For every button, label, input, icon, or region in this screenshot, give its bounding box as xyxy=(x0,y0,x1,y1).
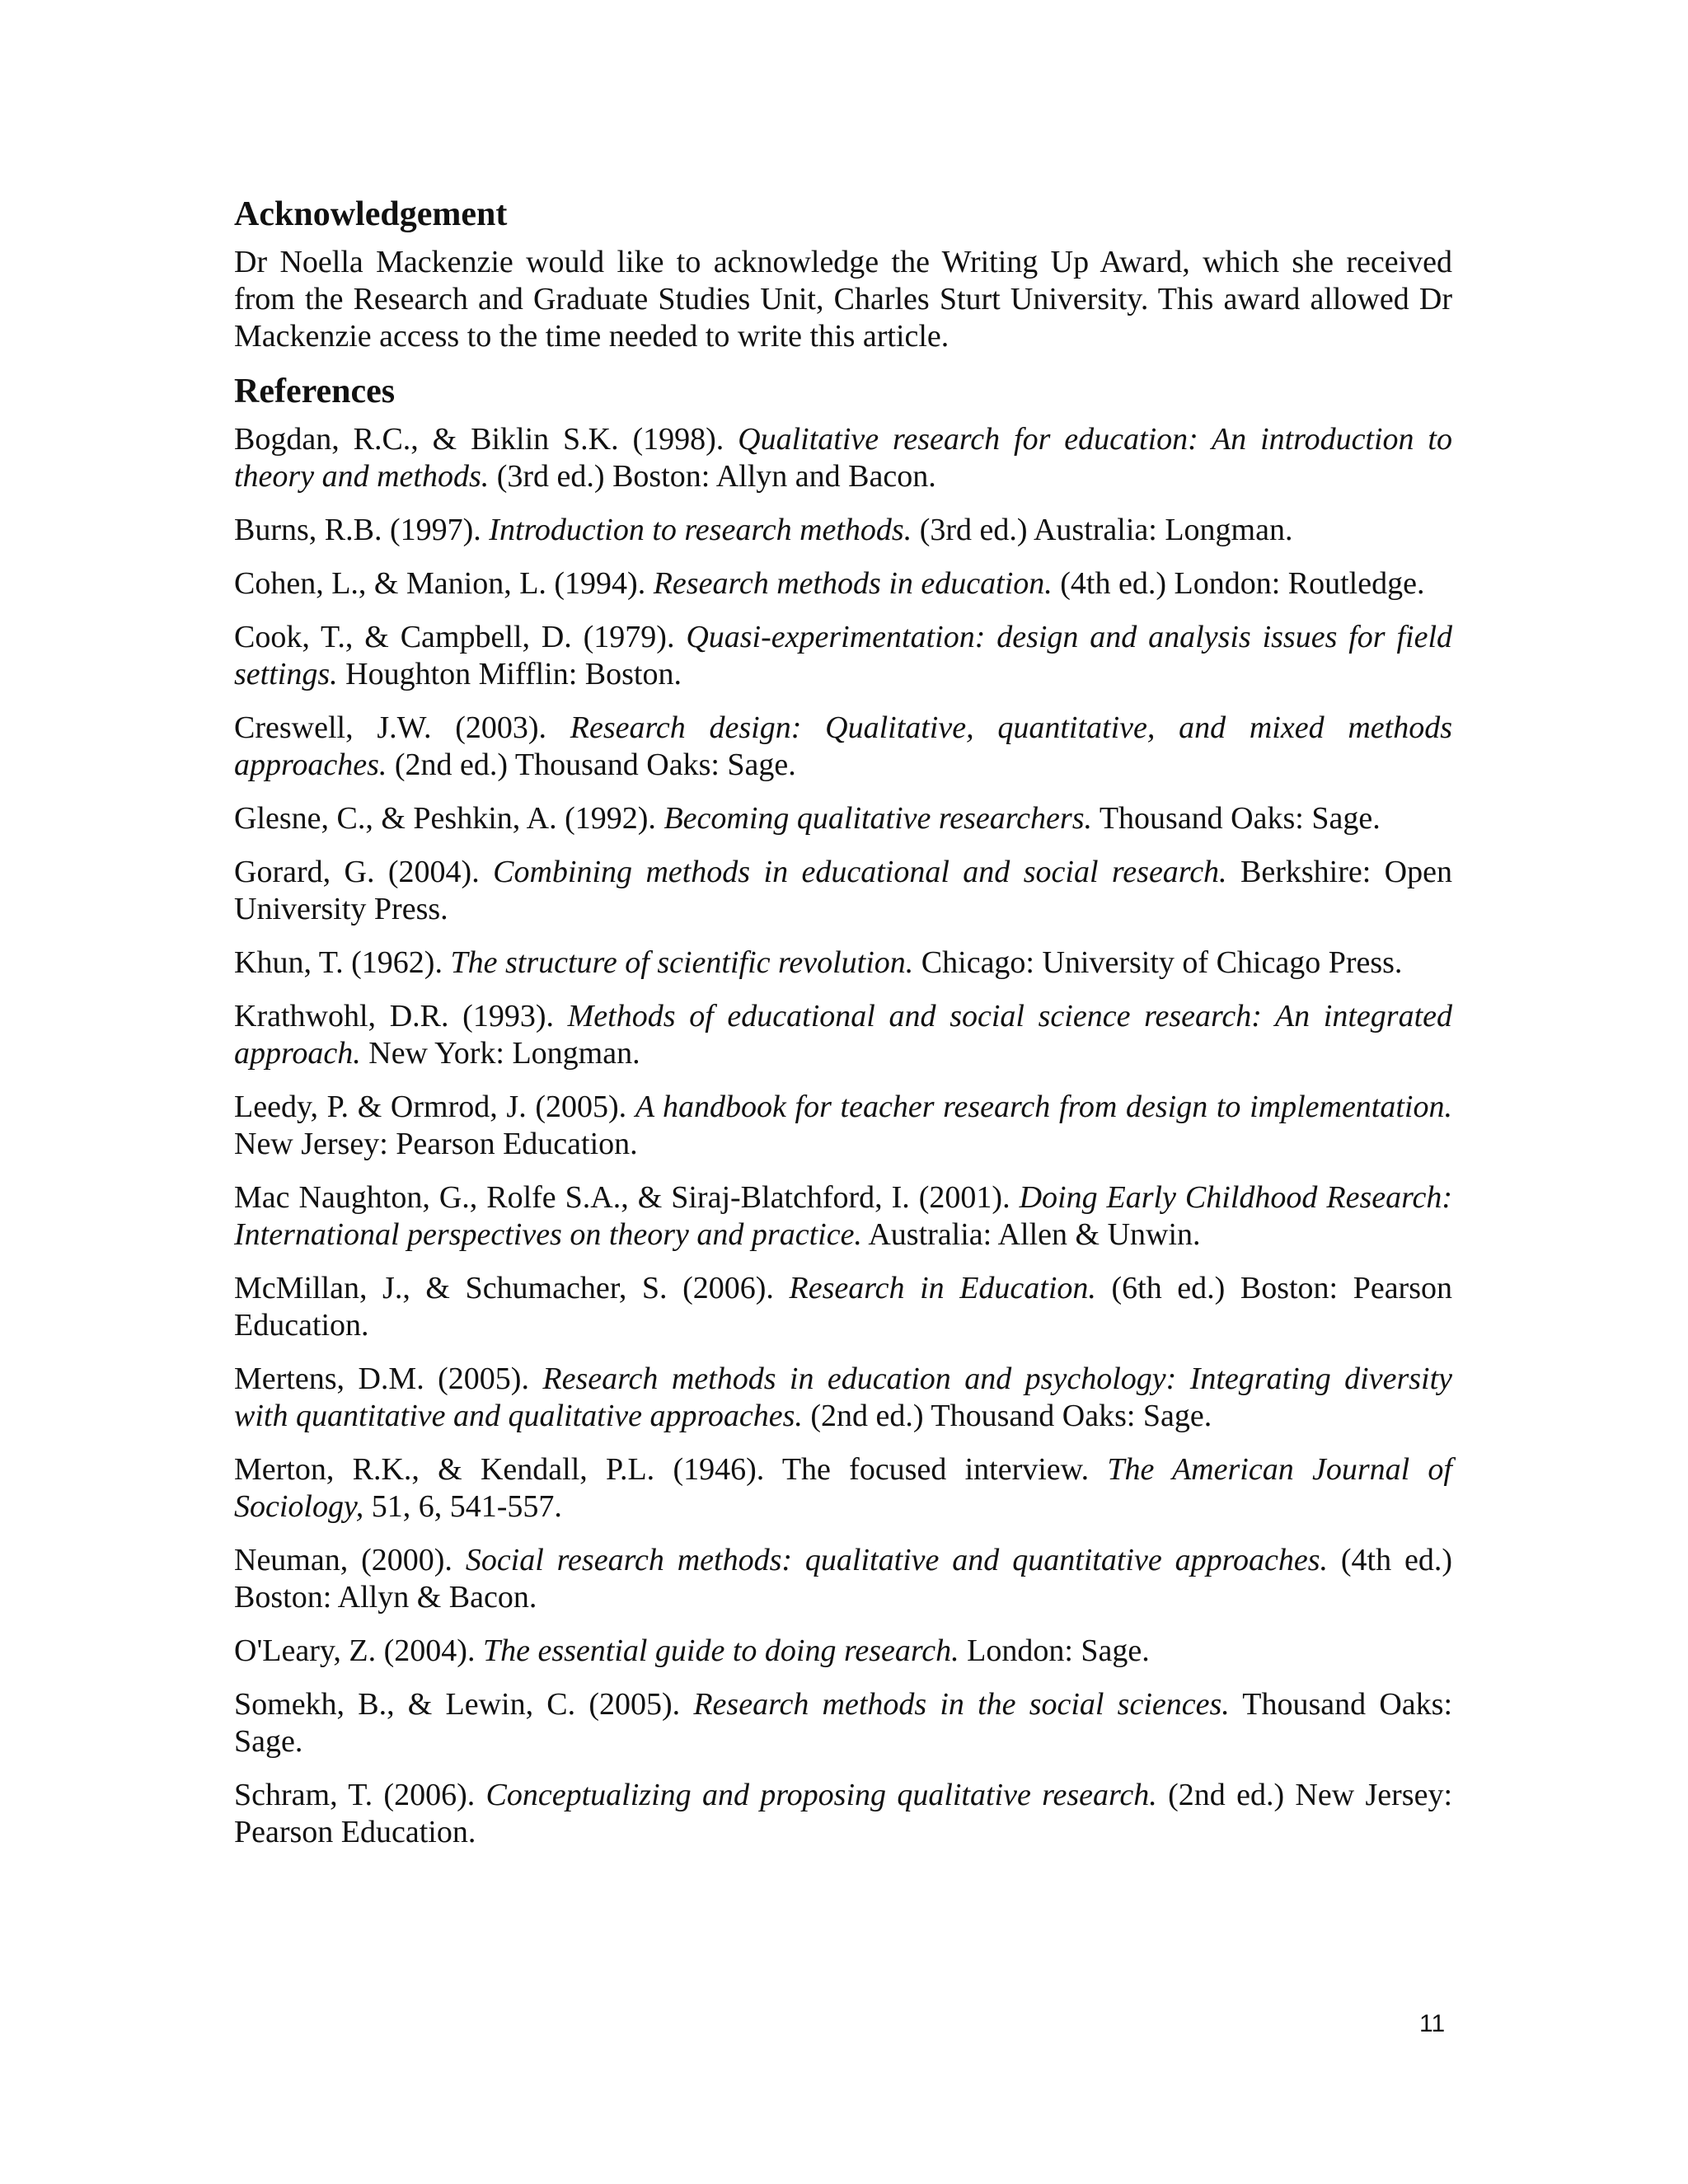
reference-item: Mac Naughton, G., Rolfe S.A., & Siraj-Blatchford, I. (2001). Doing Early Childhood Research: International perspectives on theory and practice. Australia: Allen & Unwin. xyxy=(234,1180,1453,1252)
reference-item: McMillan, J., & Schumacher, S. (2006). Research in Education. (6th ed.) Boston: Pearson Education. xyxy=(234,1271,1452,1343)
reference-item: Glesne, C., & Peshkin, A. (1992). Becoming qualitative researchers. Thousand Oaks: Sage. xyxy=(234,801,1381,836)
page-number: 11 xyxy=(1419,2010,1446,2037)
reference-item: Gorard, G. (2004). Combining methods in educational and social research. Berkshire: Open University Press. xyxy=(234,855,1452,926)
reference-item: Merton, R.K., & Kendall, P.L. (1946). The focused interview. The American Journal of Sociology, 51, 6, 541-557. xyxy=(234,1452,1452,1524)
reference-item: Neuman, (2000). Social research methods: qualitative and quantitative approaches. (4th ed.) Boston: Allyn & Bacon. xyxy=(234,1543,1453,1615)
reference-item: Cook, T., & Campbell, D. (1979). Quasi-experimentation: design and analysis issues for field settings. Houghton Mifflin: Boston. xyxy=(234,620,1452,691)
reference-item: Cohen, L., & Manion, L. (1994). Research methods in education. (4th ed.) London: Routledge. xyxy=(234,566,1425,601)
references-heading: References xyxy=(234,373,396,410)
reference-item: Schram, T. (2006). Conceptualizing and proposing qualitative research. (2nd ed.) New Jersey: Pearson Education. xyxy=(234,1778,1453,1849)
acknowledgement-text: Dr Noella Mackenzie would like to acknowledge the Writing Up Award, which she received from the Research and Graduate Studies Unit, Charles Sturt University. This award allowed Dr Mackenzie access to the time needed to write this article. xyxy=(234,245,1452,354)
reference-item: Krathwohl, D.R. (1993). Methods of educational and social science research: An integrated approach. New York: Longman. xyxy=(234,999,1452,1071)
reference-item: Mertens, D.M. (2005). Research methods in education and psychology: Integrating diversity with quantitative and qualitative approaches. (2nd ed.) Thousand Oaks: Sage. xyxy=(234,1361,1452,1433)
reference-item: Leedy, P. & Ormrod, J. (2005). A handbook for teacher research from design to implementation. New Jersey: Pearson Education. xyxy=(234,1090,1452,1161)
acknowledgement-heading: Acknowledgement xyxy=(234,195,508,233)
reference-item: Burns, R.B. (1997). Introduction to research methods. (3rd ed.) Australia: Longman. xyxy=(234,513,1293,547)
reference-item: O'Leary, Z. (2004). The essential guide to doing research. London: Sage. xyxy=(234,1633,1150,1668)
reference-item: Khun, T. (1962). The structure of scientific revolution. Chicago: University of Chicago Press. xyxy=(234,945,1403,980)
reference-item: Bogdan, R.C., & Biklin S.K. (1998). Qualitative research for education: An introduction to theory and methods. (3rd ed.) Boston: Allyn and Bacon. xyxy=(234,422,1452,494)
document-page xyxy=(234,193,1452,1868)
reference-item: Creswell, J.W. (2003). Research design: Qualitative, quantitative, and mixed methods approaches. (2nd ed.) Thousand Oaks: Sage. xyxy=(234,710,1452,782)
reference-item: Somekh, B., & Lewin, C. (2005). Research methods in the social sciences. Thousand Oaks: Sage. xyxy=(234,1687,1452,1759)
